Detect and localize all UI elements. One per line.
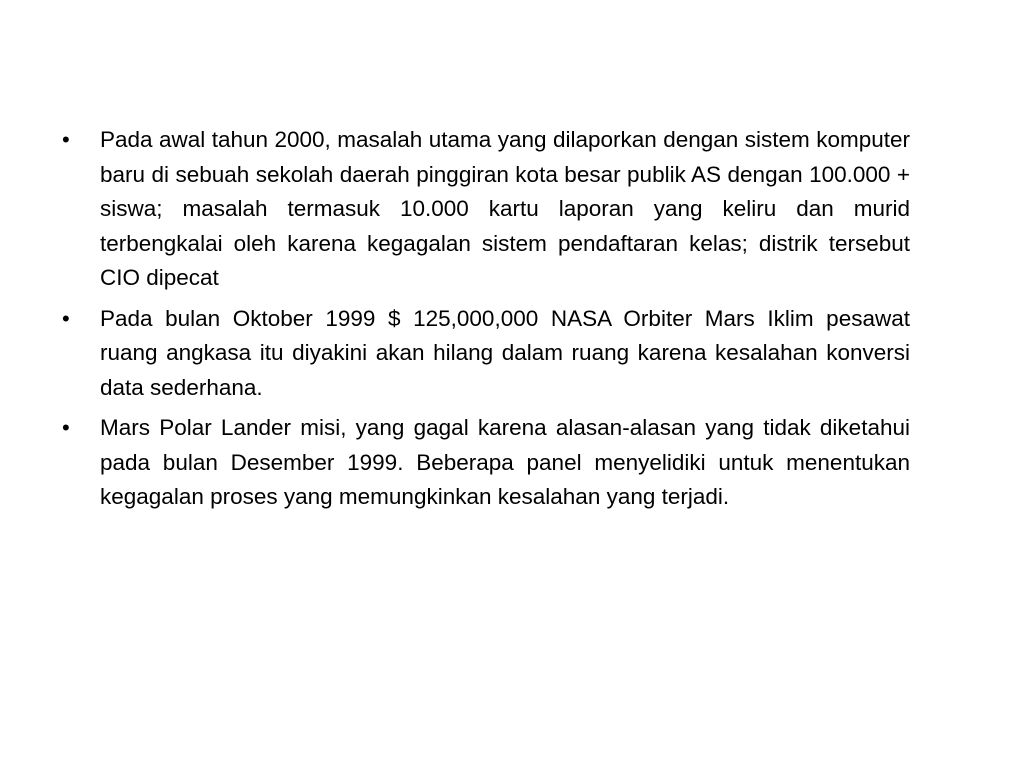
bullet-text: Mars Polar Lander misi, yang gagal karena alasan-alasan yang tidak diketahui pada bulan Desember 1999. Beberapa panel menyelidiki untuk menentukan kegagalan proses yang memungkinkan kesalahan yang terjadi. xyxy=(100,415,910,509)
bullet-item-3 xyxy=(62,411,910,515)
bullet-icon: • xyxy=(62,305,70,331)
bullet-item-2 xyxy=(62,302,910,406)
bullet-icon: • xyxy=(62,415,70,440)
bullet-text: Pada bulan Oktober 1999 $ 125,000,000 NASA Orbiter Mars Iklim pesawat ruang angkasa itu diyakini akan hilang dalam ruang karena kesalahan konversi data sederhana. xyxy=(100,305,910,400)
bullet-list xyxy=(62,123,910,521)
bullet-item-1 xyxy=(62,123,910,296)
bullet-text: Pada awal tahun 2000, masalah utama yang dilaporkan dengan sistem komputer baru di sebuah sekolah daerah pinggiran kota besar publik AS dengan 100.000 + siswa; masalah termasuk 10.000 kartu laporan yang keliru dan murid terbengkalai oleh karena kegagalan sistem pendaftaran kelas; distrik tersebut CIO dipecat xyxy=(100,127,910,290)
bullet-icon: • xyxy=(62,127,70,152)
